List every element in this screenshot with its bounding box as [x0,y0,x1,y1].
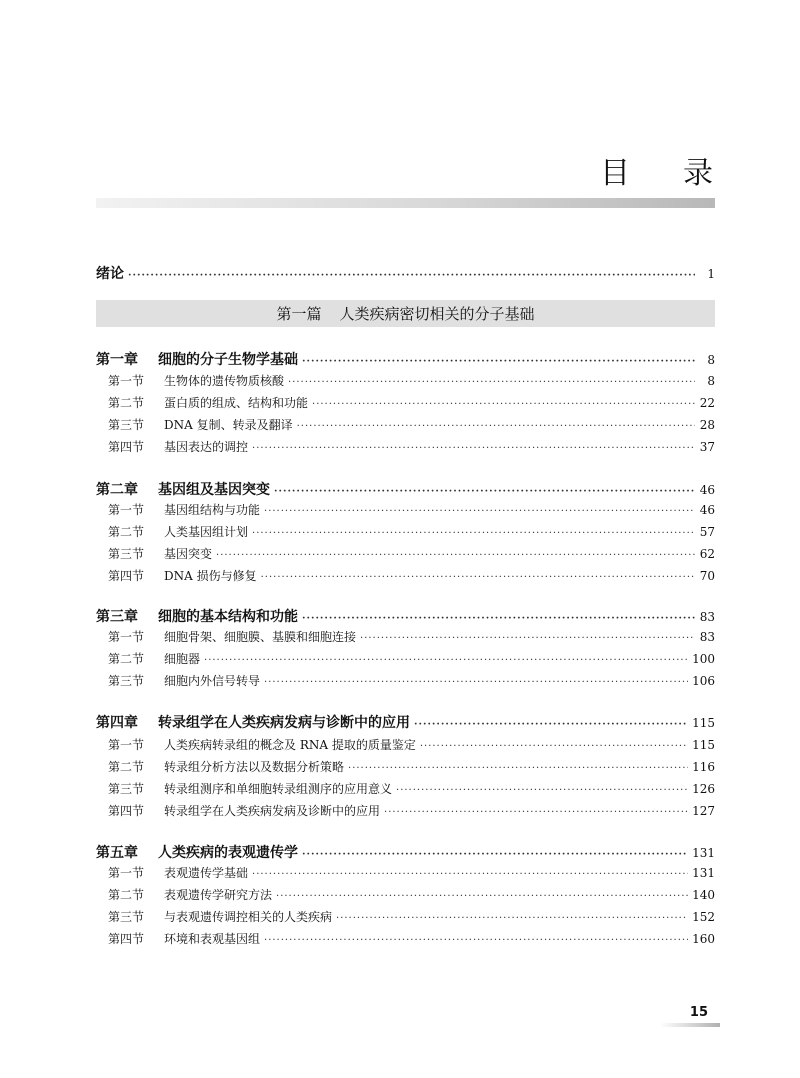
page-title-char-2: 录 [683,156,715,191]
toc-page-number: 46 [699,503,715,517]
toc-page-number: 160 [692,932,715,946]
toc-chapter-5[interactable] [96,842,715,862]
section-title: 表观遗传学基础 [164,866,249,880]
part-heading-band [96,300,715,327]
toc-page-number: 115 [692,716,715,730]
toc-page-number: 127 [692,804,715,818]
toc-section-4-1[interactable] [96,736,715,753]
dot-leader [384,807,688,818]
toc-section-2-2[interactable] [96,523,715,540]
chapter-title: 细胞的分子生物学基础 [158,352,298,368]
toc-page-number: 8 [707,374,715,388]
dot-leader [252,869,688,880]
section-number: 第一节 [108,630,145,644]
chapter-title: 细胞的基本结构和功能 [158,609,298,625]
dot-leader [297,421,695,432]
section-number: 第四节 [108,804,145,818]
section-title: 细胞骨架、细胞膜、基膜和细胞连接 [164,630,357,644]
dot-leader [312,399,695,410]
toc-page-number: 1 [707,267,715,281]
toc-section-2-4[interactable] [96,567,715,584]
section-number: 第一节 [108,503,145,517]
section-number: 第三节 [108,782,145,796]
chapter-number: 第五章 [96,845,138,861]
section-number: 第二节 [108,760,145,774]
toc-section-4-3[interactable] [96,780,715,797]
chapter-title: 基因组及基因突变 [158,482,270,498]
section-title: 蛋白质的组成、结构和功能 [164,396,309,410]
toc-section-2-1[interactable] [96,501,715,518]
toc-section-5-2[interactable] [96,886,715,903]
section-title: 基因表达的调控 [164,440,249,454]
toc-section-5-1[interactable] [96,864,715,881]
page-number: 15 [689,1005,708,1020]
toc-chapter-1[interactable] [96,349,715,369]
toc-section-5-4[interactable] [96,930,715,947]
dot-leader [348,763,688,774]
dot-leader [252,528,695,539]
dot-leader [302,613,695,624]
toc-page-number: 28 [699,418,715,432]
page-title [600,148,715,192]
dot-leader [414,719,688,730]
toc-section-5-3[interactable] [96,908,715,925]
toc-page-number: 131 [692,846,715,860]
section-number: 第一节 [108,738,145,752]
chapter-number: 第一章 [96,352,138,368]
dot-leader [396,785,688,796]
toc-page-number: 83 [699,630,715,644]
toc-chapter-3[interactable] [96,606,715,626]
section-title: DNA 损伤与修复 [164,569,257,583]
section-number: 第四节 [108,440,145,454]
toc-section-3-1[interactable] [96,628,715,645]
section-number: 第三节 [108,547,145,561]
part-name: 人类疾病密切相关的分子基础 [339,305,535,323]
section-title: 细胞器 [164,652,201,666]
toc-chapter-2[interactable] [96,479,715,499]
toc-page-number: 83 [699,610,715,624]
toc-page-number: 57 [699,525,715,539]
section-title: 人类疾病转录组的概念及 RNA 提取的质量鉴定 [164,738,416,752]
dot-leader [302,356,695,367]
toc-page-number: 37 [699,440,715,454]
toc-section-1-1[interactable] [96,372,715,389]
section-title: 转录组学在人类疾病发病及诊断中的应用 [164,804,381,818]
chapter-number: 第二章 [96,482,138,498]
section-number: 第三节 [108,674,145,688]
chapter-number: 第四章 [96,715,138,731]
dot-leader [420,741,688,752]
toc-page-number: 70 [699,569,715,583]
section-number: 第二节 [108,525,145,539]
section-number: 第四节 [108,569,145,583]
dot-leader [276,891,688,902]
dot-leader [302,849,688,860]
toc-page-number: 115 [692,738,715,752]
toc-section-3-3[interactable] [96,672,715,689]
section-title: 环境和表观基因组 [164,932,261,946]
section-title: 转录组分析方法以及数据分析策略 [164,760,345,774]
section-title: 基因突变 [164,547,213,561]
section-title: 转录组测序和单细胞转录组测序的应用意义 [164,782,393,796]
section-title: 与表观遗传调控相关的人类疾病 [164,910,333,924]
toc-page-number: 62 [699,547,715,561]
toc-section-1-3[interactable] [96,416,715,433]
dot-leader [264,506,695,517]
toc-entry-intro[interactable] [96,263,715,283]
dot-leader [128,270,695,281]
section-number: 第二节 [108,652,145,666]
chapter-title: 转录组学在人类疾病发病与诊断中的应用 [158,715,410,731]
toc-entry-label: 绪论 [96,266,124,282]
section-title: 细胞内外信号转导 [164,674,261,688]
section-title: 表观遗传学研究方法 [164,888,273,902]
toc-page-number: 46 [699,483,715,497]
section-title: 人类基因组计划 [164,525,249,539]
toc-section-3-2[interactable] [96,650,715,667]
section-title: 基因组结构与功能 [164,503,261,517]
dot-leader [274,486,695,497]
section-number: 第一节 [108,866,145,880]
section-title: 生物体的遗传物质核酸 [164,374,285,388]
toc-page-number: 106 [692,674,715,688]
toc-section-4-4[interactable] [96,802,715,819]
section-title: DNA 复制、转录及翻译 [164,418,293,432]
page-number-underline [660,1023,720,1027]
dot-leader [252,443,695,454]
chapter-number: 第三章 [96,609,138,625]
section-number: 第二节 [108,396,145,410]
toc-section-4-2[interactable] [96,758,715,775]
chapter-title: 人类疾病的表观遗传学 [158,845,298,861]
toc-page-number: 152 [692,910,715,924]
toc-page-number: 116 [692,760,715,774]
toc-page-number: 126 [692,782,715,796]
dot-leader [216,550,695,561]
dot-leader [204,655,688,666]
dot-leader [261,572,695,583]
dot-leader [264,935,688,946]
toc-section-1-2[interactable] [96,394,715,411]
toc-section-1-4[interactable] [96,438,715,455]
part-number: 第一篇 [276,305,322,323]
section-number: 第二节 [108,888,145,902]
section-number: 第四节 [108,932,145,946]
toc-page-number: 140 [692,888,715,902]
dot-leader [288,377,695,388]
toc-page-number: 131 [692,866,715,880]
toc-page-number: 8 [707,353,715,367]
toc-section-2-3[interactable] [96,545,715,562]
toc-chapter-4[interactable] [96,712,715,732]
toc-page-number: 22 [699,396,715,410]
toc-page-number: 100 [692,652,715,666]
dot-leader [336,913,688,924]
page-title-char-1: 目 [600,156,632,191]
dot-leader [360,633,695,644]
section-number: 第一节 [108,374,145,388]
title-divider-bar [96,198,715,208]
dot-leader [264,677,688,688]
section-number: 第三节 [108,418,145,432]
section-number: 第三节 [108,910,145,924]
